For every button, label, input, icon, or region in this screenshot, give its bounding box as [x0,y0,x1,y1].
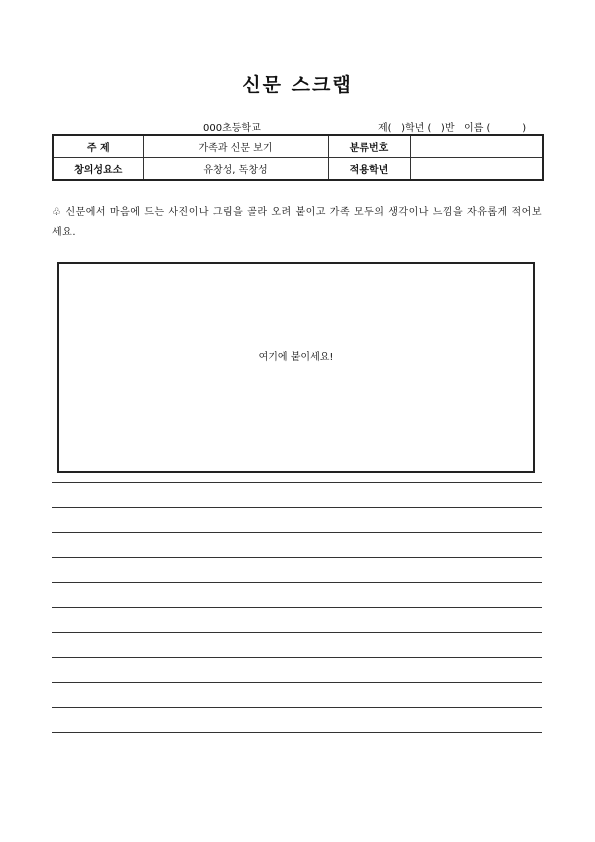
grade-label: 적용학년 [328,158,410,181]
writing-line[interactable] [52,632,542,633]
topic-label: 주 제 [53,135,143,158]
writing-line[interactable] [52,682,542,683]
page-title: 신문 스크랩 [242,74,353,96]
classification-value[interactable] [410,135,543,158]
table-row [53,158,543,181]
writing-line[interactable] [52,657,542,658]
table-row [53,135,543,158]
writing-line[interactable] [52,532,542,533]
writing-line[interactable] [52,482,542,483]
creativity-value: 유창성, 독창성 [143,158,328,181]
paste-area[interactable] [57,262,535,473]
classification-label: 분류번호 [328,135,410,158]
writing-line[interactable] [52,507,542,508]
writing-line[interactable] [52,582,542,583]
writing-line[interactable] [52,607,542,608]
writing-line[interactable] [52,707,542,708]
topic-value: 가족과 신문 보기 [143,135,328,158]
writing-line[interactable] [52,557,542,558]
creativity-label: 창의성요소 [53,158,143,181]
info-table [52,134,544,181]
writing-line[interactable] [52,732,542,733]
school-name: 000초등학교 [203,123,261,134]
student-info: 제( )학년 ( )반 이름 ( ) [378,123,527,134]
paste-label: 여기에 붙이세요! [258,352,334,363]
grade-value[interactable] [410,158,543,181]
instruction-text: ♧ 신문에서 마음에 드는 사진이나 그림을 골라 오려 붙이고 가족 모두의 생각이나 느낌을 자유롭게 적어보세요. [52,207,542,238]
